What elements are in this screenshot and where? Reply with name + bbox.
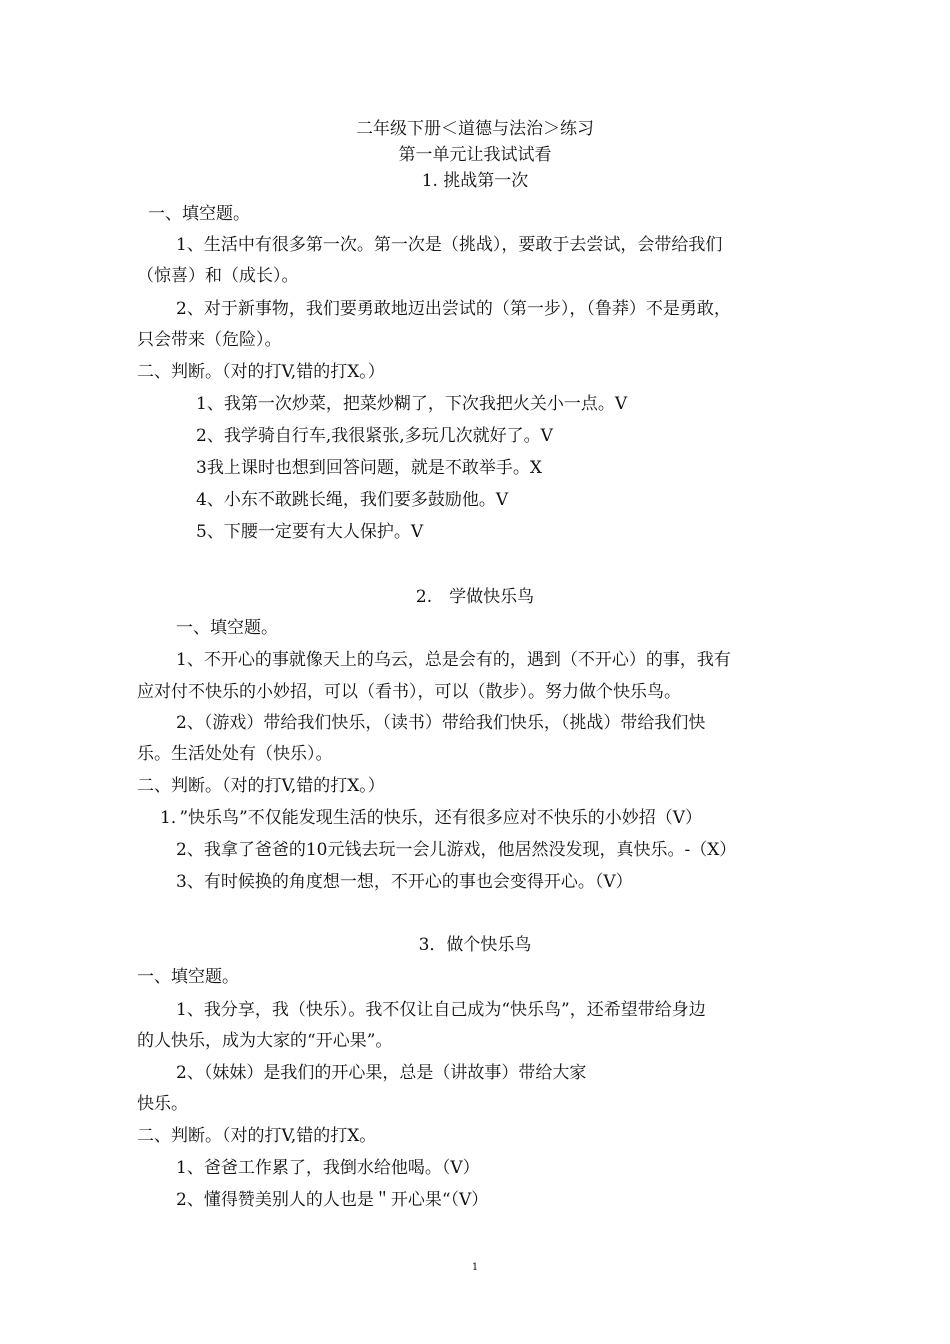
lesson3-fill-heading: 一、填空题。 (137, 967, 239, 987)
lesson1-fill-heading: 一、填空题。 (148, 204, 250, 224)
lesson3-fill-1-line1: 1、我分享，我（快乐）。我不仅让自己成为“快乐鸟”，还希望带给身边 (176, 1000, 706, 1020)
unit-title: 第一单元让我试试看 (398, 145, 552, 165)
lesson1-fill-2-line1: 2、对于新事物，我们要勇敢地迈出尝试的（第一步），（鲁莽）不是勇敢， (176, 299, 731, 319)
lesson1-judge-3: 3我上课时也想到回答问题，就是不敢举手。X (196, 458, 542, 478)
lesson1-judge-5: 5、下腰一定要有大人保护。V (196, 522, 424, 542)
lesson2-title: 2. 学做快乐鸟 (415, 587, 535, 607)
lesson3-fill-2-line1: 2、（妹妹）是我们的开心果，总是（讲故事）带给大家 (176, 1063, 587, 1083)
page-number: 1 (471, 1262, 479, 1273)
lesson3-judge-heading: 二、判断。（对的打V,错的打X。 (137, 1126, 377, 1146)
lesson1-fill-1-line2: （惊喜）和（成长）。 (137, 266, 299, 286)
lesson1-fill-1-line1: 1、生活中有很多第一次。第一次是（挑战），要敢于去尝试，会带给我们 (176, 235, 723, 255)
lesson1-title: 1. 挑战第一次 (421, 171, 529, 191)
lesson3-judge-1: 1、爸爸工作累了，我倒水给他喝。（V） (176, 1158, 480, 1178)
page-title: 二年级下册＜道德与法治＞练习 (356, 119, 594, 139)
lesson2-fill-2-line2: 乐。生活处处有（快乐）。 (137, 744, 333, 764)
lesson2-judge-3: 3、有时候换的角度想一想，不开心的事也会变得开心。（V） (176, 872, 633, 892)
lesson2-judge-1: 1．”快乐鸟”不仅能发现生活的快乐，还有很多应对不快乐的小妙招（V） (160, 808, 702, 828)
lesson2-judge-2: 2、我拿了爸爸的10元钱去玩一会儿游戏，他居然没发现，真快乐。-（X） (176, 840, 737, 860)
lesson1-judge-2: 2、我学骑自行车,我很紧张,多玩几次就好了。V (196, 426, 553, 446)
lesson1-judge-4: 4、小东不敢跳长绳，我们要多鼓励他。V (196, 490, 509, 510)
lesson2-fill-2-line1: 2、（游戏）带给我们快乐，（读书）带给我们快乐，（挑战）带给我们快 (176, 713, 706, 733)
lesson3-title: 3．做个快乐鸟 (418, 935, 532, 955)
lesson1-judge-heading: 二、判断。（对的打V,错的打X。） (137, 362, 385, 382)
lesson3-judge-2: 2、懂得赞美别人的人也是＂开心果“（V） (176, 1190, 489, 1210)
lesson2-judge-heading: 二、判断。（对的打V,错的打X。） (137, 776, 385, 796)
lesson3-fill-2-line2: 快乐。 (137, 1094, 188, 1114)
lesson2-fill-1-line2: 应对付不快乐的小妙招，可以（看书），可以（散步）。努力做个快乐鸟。 (137, 682, 681, 702)
lesson1-fill-2-line2: 只会带来（危险）。 (137, 330, 282, 350)
lesson3-fill-1-line2: 的人快乐，成为大家的“开心果”。 (137, 1031, 393, 1051)
lesson2-fill-heading: 一、填空题。 (176, 618, 278, 638)
lesson2-fill-1-line1: 1、不开心的事就像天上的乌云，总是会有的，遇到（不开心）的事，我有 (176, 650, 731, 670)
lesson1-judge-1: 1、我第一次炒菜，把菜炒糊了，下次我把火关小一点。V (196, 394, 628, 414)
